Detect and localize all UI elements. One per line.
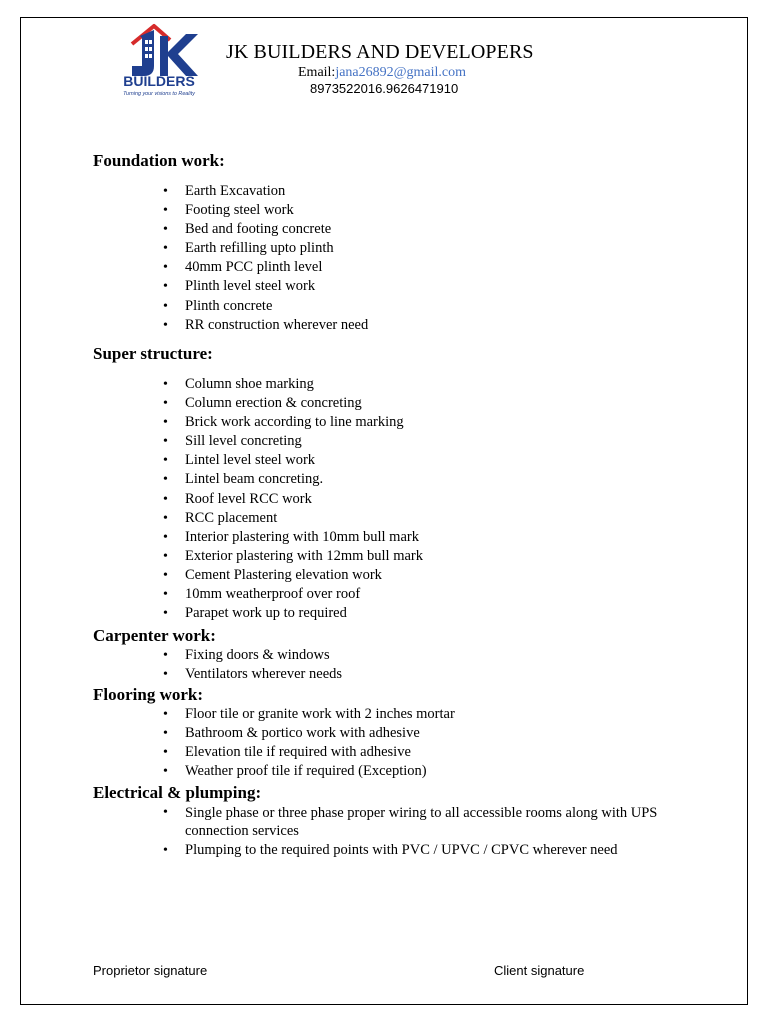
phone-numbers: 8973522016.9626471910 (310, 81, 459, 96)
list-item: • Earth Excavation (163, 182, 368, 201)
list-item: • Sill level concreting (163, 432, 423, 451)
section-heading-electrical: Electrical & plumping: (93, 783, 262, 802)
proprietor-signature-label: Proprietor signature (93, 963, 208, 978)
list-item: • Fixing doors & windows (163, 646, 342, 665)
list-carpenter (163, 646, 342, 684)
list-item: • 40mm PCC plinth level (163, 258, 368, 277)
list-item: • Parapet work up to required (163, 604, 423, 623)
logo-wordmark: BUILDERS (123, 73, 195, 89)
list-item: • Interior plastering with 10mm bull mark (163, 528, 423, 547)
list-item: • Bed and footing concrete (163, 220, 368, 239)
list-item: • Weather proof tile if required (Exception) (163, 762, 455, 781)
list-item: • Plinth concrete (163, 297, 368, 316)
list-item: • Footing steel work (163, 201, 368, 220)
section-heading-foundation: Foundation work: (93, 151, 225, 170)
list-item: • Brick work according to line marking (163, 413, 423, 432)
list-item: • Bathroom & portico work with adhesive (163, 724, 455, 743)
email-line (298, 65, 466, 81)
list-foundation (163, 182, 368, 335)
list-item: • Elevation tile if required with adhesive (163, 743, 455, 762)
list-item: • Column shoe marking (163, 375, 423, 394)
list-item: • Ventilators wherever needs (163, 665, 342, 684)
list-item: • Exterior plastering with 12mm bull mark (163, 547, 423, 566)
section-heading-carpenter: Carpenter work: (93, 626, 216, 645)
list-item: • Lintel beam concreting. (163, 470, 423, 489)
company-name: JK BUILDERS AND DEVELOPERS (226, 41, 534, 63)
list-item: • RR construction wherever need (163, 316, 368, 335)
list-item: • Floor tile or granite work with 2 inches mortar (163, 705, 455, 724)
list-item: • Single phase or three phase proper wiring to all accessible rooms along with UPS connection services (163, 804, 663, 841)
company-logo (110, 22, 208, 100)
list-item: • RCC placement (163, 509, 423, 528)
list-item: • 10mm weatherproof over roof (163, 585, 423, 604)
section-heading-super-structure: Super structure: (93, 344, 213, 363)
section-heading-flooring: Flooring work: (93, 685, 204, 704)
email-link[interactable]: jana26892@gmail.com (335, 65, 467, 80)
list-item: • Plumping to the required points with PVC / UPVC / CPVC wherever need (163, 841, 663, 860)
list-item: • Lintel level steel work (163, 451, 423, 470)
list-flooring (163, 705, 455, 781)
list-electrical (163, 804, 663, 860)
list-item: • Plinth level steel work (163, 277, 368, 296)
client-signature-label: Client signature (494, 963, 585, 978)
list-item: • Column erection & concreting (163, 394, 423, 413)
email-label: Email: (298, 65, 336, 80)
list-item: • Cement Plastering elevation work (163, 566, 423, 585)
list-super-structure (163, 375, 423, 623)
logo-tagline: Turning your visions to Reality (123, 91, 195, 97)
list-item: • Earth refilling upto plinth (163, 239, 368, 258)
list-item: • Roof level RCC work (163, 490, 423, 509)
